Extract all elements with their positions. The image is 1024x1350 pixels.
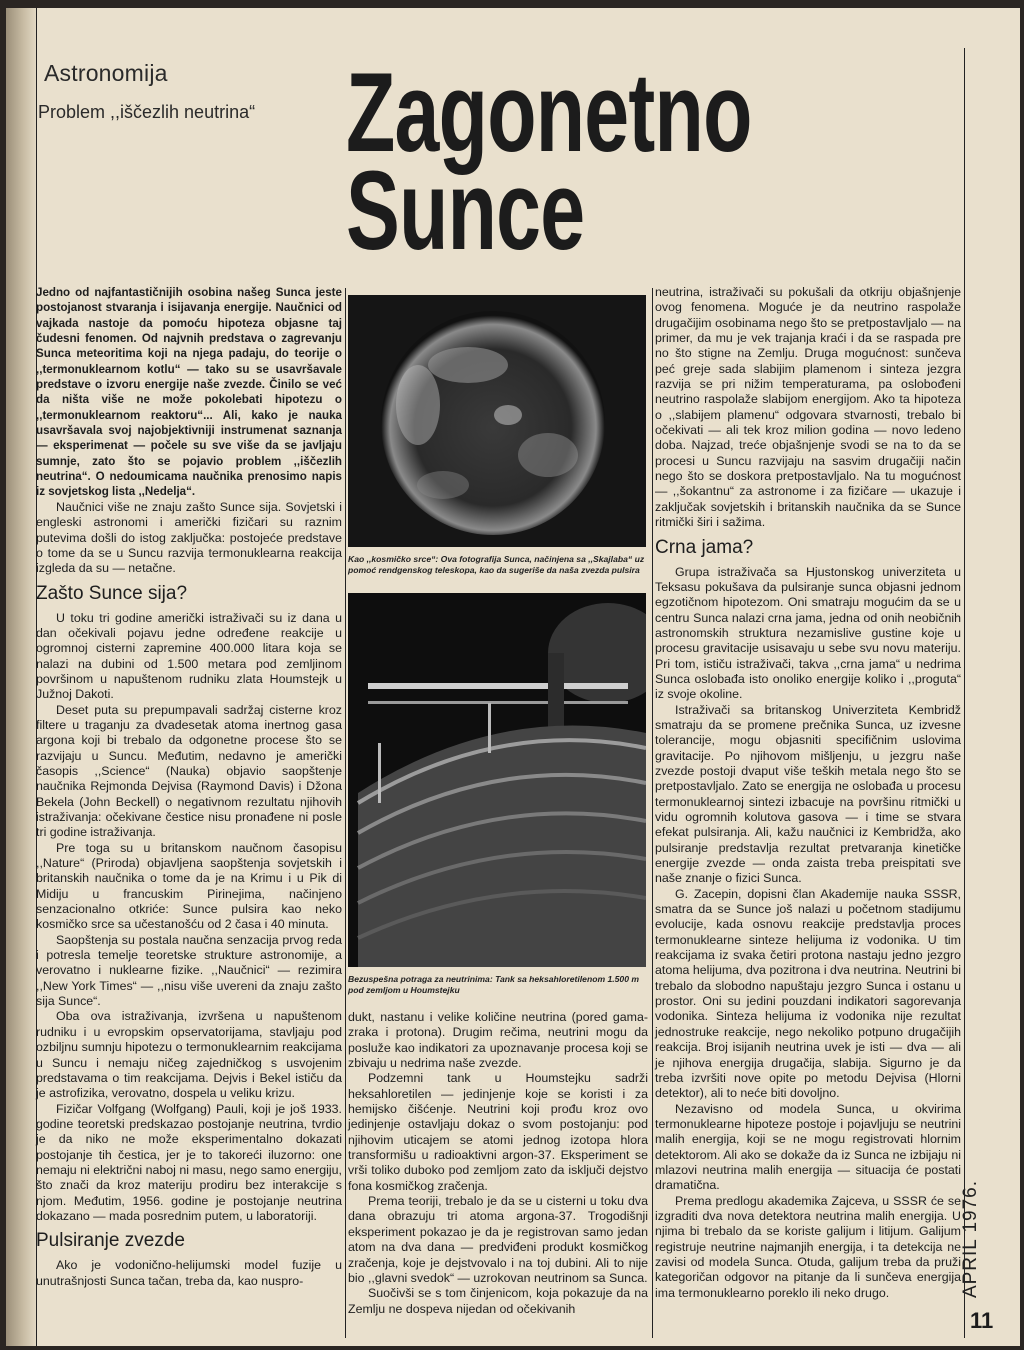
lead-paragraph: Jedno od najfantastičnijih osobina našeg Sunca jeste postojanost stvaranja i isijavanja energije. Naučnici od vajkada nastoje da pomoću hipoteza objasne taj čudesni fenomen. Od najvnih predstava o zagrevanju Sunca meteoritima koji na njega padaju, do teorije o ,,termonuklearnom kotlu“ — tako su se usavršavale predstave o izvoru energije naše zvezde. Činilo se već da ništa više ne može pokolebati hipotezu o ,,termonuklearnom reaktoru“... Ali, kako je nauka usavršavala svoj najobjektivniji instrumenat saznanja — eksperimenat — počele su sve više da se javljaju sumnje, zato što se pojavio problem ,,iščezlih neutrina“. O nedoumicama naučnika prenosimo napis iz sovjetskog lista ,,Nedelja“. — [36, 286, 342, 499]
paragraph: Grupa istraživača sa Hjustonskog univerziteta u Teksasu pokušava da pulsiranje sunca objasni jednom egzotičnom hipotezom. Oni smatraju mogućim da se u centru Sunca nalazi crna jama, jedna od onih neobičnih astronomskih struktura nezamislive gustine koje u procesu gravitacije usisavaju u sebe svu novu materiju. Pri tom, ističu istraživači, takva ,,crna jama“ u nedrima Sunca oslobađa isto onoliko energije koliko i ,,proguta“ iz svoje okoline. — [655, 564, 961, 702]
outer-rule — [964, 48, 965, 1338]
column-rule — [652, 288, 653, 1338]
section-kicker: Astronomija — [44, 60, 168, 86]
paragraph: Prema teoriji, trebalo je da se u cisterni u toku dva dana obrazuju tri atoma argona-37. Trogodišnji eksperiment pokazao je da je registrovan samo jedan atom na dva dana — predviđeni produkt kosmičkog zračenja, koje je dejstvovalo i na toj dubini. Ali to nije bio ,,glavni svedok“ — uzrokovan neutrinom sa Sunca. — [348, 1194, 648, 1285]
subheading-zasto-sunce-sija: Zašto Sunce sija? — [36, 582, 188, 604]
magazine-page — [6, 8, 1020, 1346]
neutrino-tank-photo — [348, 593, 646, 967]
paragraph: Podzemni tank u Houmstejku sadrži heksahloretilen — jedinjenje koje se koristi i za hemijsko čišćenje. Neutrini koji prođu kroz ovo jedinjenje ostavljaju dokaz o svom postojanju: pod njihovim uticajem se atomi jednog izotopa hlora transformišu u radioaktivni argon-37. Eksperiment se vrši toliko duboko pod zemljom zato da isključi dejstvo fona kosmičkog zračenja. — [348, 1071, 648, 1193]
photo-caption-2: Bezuspešna potraga za neutrinima: Tank sa heksahloretilenom 1.500 m pod zemljom u Houmstejku — [348, 974, 640, 995]
subheading-crna-jama: Crna jama? — [655, 536, 754, 558]
column-1 — [36, 285, 342, 1289]
article-subkicker: Problem ,,iščezlih neutrina“ — [38, 102, 256, 122]
paragraph: Ako je vodonično-helijumski model fuzije u unutrašnjosti Sunca tačan, treba da, kao nuspro- — [36, 1258, 342, 1288]
paragraph: Saopštenja su postala naučna senzacija prvog reda i potresla temelje teoretske strukture astronomije, a verovatno i nuklearne fizike. ,,Naučnici“ — rezimira ,,New York Times“ — ,,nisu više uvereni da znaju zašto sija Sunce“. — [36, 932, 342, 1009]
neutrino-tank-image — [348, 593, 646, 967]
column-2 — [348, 1010, 648, 1317]
column-3 — [655, 285, 961, 1301]
paragraph: Nezavisno od modela Sunca, u okvirima termonuklearne hipoteze postoje i pojavljuju se neutrini malih energija, koji se ne mogu registrovati hlornim detektorom. Ali ako se dokaže da iz Sunca ne izbijaju ni mlazovi neutrina malih energija — situacija će postati dramatična. — [655, 1101, 961, 1193]
issue-date: APRIL 1976. — [960, 1180, 981, 1299]
paragraph: dukt, nastanu i velike količine neutrina (pored gama-zraka i protona). Drugim rečima, neutrini mogu da posluže kao indikatori za upoznavanje procesa koji se zbivaju u nedrima naše zvezde. — [348, 1010, 648, 1071]
headline-line-2: Sunce — [346, 148, 585, 273]
page-number: 11 — [970, 1308, 994, 1333]
paragraph: Prema predlogu akademika Zajceva, u SSSR će se izgraditi dva nova detektora neutrina malih energija. U njima bi trebalo da se koriste galijum i litijum. Galijum registruje neutrine najmanjih energija, i ta detekcija ne zavisi od modela Sunca. Otuda, galijum treba da pruži kategoričan odgovor na pitanje da li sunčeva energija ima termonuklearno poreklo ili neko drugo. — [655, 1193, 961, 1300]
column-rule — [345, 288, 346, 1338]
subheading-pulsiranje-zvezde: Pulsiranje zvezde — [36, 1230, 185, 1252]
photo-caption-1: Kao ,,kosmičko srce“: Ova fotografija Sunca, načinjena sa ,,Skajlaba“ uz pomoć rendgenskog teleskopa, kao da sugeriše da naša zvezda pulsira — [348, 554, 645, 575]
article-headline — [346, 50, 752, 273]
paragraph: U toku tri godine američki istraživači su iz dana u dan očekivali pojavu jedne određene reakcije u ogromnoj cisterni zapremine 400.000 litara koja se nalazi na dubini od 1.500 metara pod zemljinom površinom u napuštenom rudniku zlata Houmstejk u Južnoj Dakoti. — [36, 610, 342, 702]
paragraph: Oba ova istraživanja, izvršena u napuštenom rudniku i u evropskim opservatorijama, stavljaju pod ozbiljnu sumnju hipotezu o termonuklearnim reakcijama u Suncu i nemaju ničeg zajedničkog s usvojenim predstavama o tim reakcijama. Dejvis i Bekel ističu da je astrofizika, verovatno, dospela u veliku krizu. — [36, 1009, 342, 1101]
paragraph: Deset puta su prepumpavali sadržaj cisterne kroz filtere u traganju za dvadesetak atoma inertnog gasa argona koji bi trebalo da odgonetne procese što se razvijaju u Suncu. Međutim, nedavno je američki časopis ,,Science“ (Nauka) objavio saopštenje naučnika Rejmonda Dejvisa (Raymond Davis) i Džona Bekela (John Beckell) o negativnom rezultatu njihovih istraživanja: očekivane čestice nisu pronađene ni posle tri godine istraživanja. — [36, 702, 342, 840]
headline-line-1: Zagonetno — [346, 50, 752, 175]
sun-xray-photo — [348, 295, 646, 547]
paragraph: Suočivši se s tom činjenicom, koja pokazuje da na Zemlju ne dospeva nijedan od očekivanih — [348, 1286, 648, 1316]
sun-xray-image — [348, 295, 646, 547]
binding-gutter — [6, 8, 36, 1346]
paragraph: Pre toga su u britanskom naučnom časopisu ,,Nature“ (Priroda) objavljena saopštenja sovjetskih i britanskih naučnika o tome da je na Krimu i u Pik di Midiju u francuskim Pirinejima, načinjeno senzacionalno otkriće: Sunce pulsira kao neko kosmičko srce sa učestanošću od 2 časa i 40 minuta. — [36, 840, 342, 932]
paragraph: Fizičar Volfgang (Wolfgang) Pauli, koji je još 1933. godine teoretski predskazao postojanje neutrina, tvrdio je da niko ne može eksperimentalno dokazati postojanje tih čestica, jer je to takoreći iluzorno: one nemaju ni električni naboj ni masu, nego samo energiju, što znači da kroz materiju prodiru bez interakcije s njom. Međutim, 1956. godine je postojanje neutrina dokazano — mada posrednim putem, u laboratoriji. — [36, 1101, 342, 1223]
paragraph: Naučnici više ne znaju zašto Sunce sija. Sovjetski i engleski astronomi i američki fizičari su raznim putevima došli do istog zaključka: postojeće predstave o tome da se u Suncu razvija termonuklearna reakcija izgleda da su — netačne. — [36, 499, 342, 576]
paragraph: neutrina, istraživači su pokušali da otkriju objašnjenje ovog fenomena. Moguće je da neutrino raspolaže drugačijim osobinama nego što se pretpostavljalo — na primer, da mu je vek trajanja kraći i da se raspada pre no što stigne na Zemlju. Druga mogućnost: sunčeva peć greje sada slabijim plamenom i sinteza jezgra razvija se pri nižim temperaturama, pa oslobođeni neutrino raspolaže slabijom energijom. Ako ta hipoteza o ,,slabijem plamenu“ odgovara stvarnosti, trebalo bi očekivati — ali tek kroz milion godina — novo ledeno doba. Najzad, treće objašnjenje svodi se na to da se procesi u Suncu razvijaju na sasvim drugačiji način nego što se doskora pretpostavljalo. Na tu mogućnost — ,,šokantnu“ za astronome i za fizičare — ukazuje i zaključak sovjetskih i britanskih naučnika da se Sunce ritmički širi i sažima. — [655, 285, 961, 530]
paragraph: G. Zacepin, dopisni član Akademije nauka SSSR, smatra da se Sunce još nalazi u početnom stadijumu evolucije, kada osnovu reakcije predstavlja proces termonuklearne sinteze helijuma iz vodonika. U tim reakcijama iz svaka četiri protona nastaju jedno jezgro atoma helijuma, dva pozitrona i dva neutrina. Neutrini bi trebalo da slobodno napuštaju jezgro Sunca i ostanu u prostor. Oni su jedini pouzdani indikatori sagorevanja vodonika. Sinteza helijuma iz vodonika nije rezultat jednostruke reakcije, nego nekoliko potpuno drugačijih reakcija. Broj isijanih neutrina uvek je isti — dva — ali je njihova energija drugačija, slabija. Sigurno je da treba izvršiti nove opite po metodu Dejvisa (Hlorni detektor), ali to neće biti dovoljno. — [655, 886, 961, 1101]
paragraph: Istraživači sa britanskog Univerziteta Kembridž smatraju da se promene prečnika Sunca, uz izvesne tolerancije, mogu objasniti specifičnim uslovima gravitacije. Po njihovom mišljenju, u jezgru naše zvezde postoji dvaput više teških metala nego što se pretpostavljalo. Zato se energija ne oslobađa u procesu termonuklearnoj sintezi izbacuje na površinu ritmički u vidu ogromnih kolutova gasova — i time se stvara efekat pulsiranja. Ali, kažu naučnici iz Kembridža, ako pulsiranje predstavlja rezultat pretvaranja kinetičke energije zvezde — onda zaista treba preispitati sve naše znanje o fizici Sunca. — [655, 702, 961, 886]
